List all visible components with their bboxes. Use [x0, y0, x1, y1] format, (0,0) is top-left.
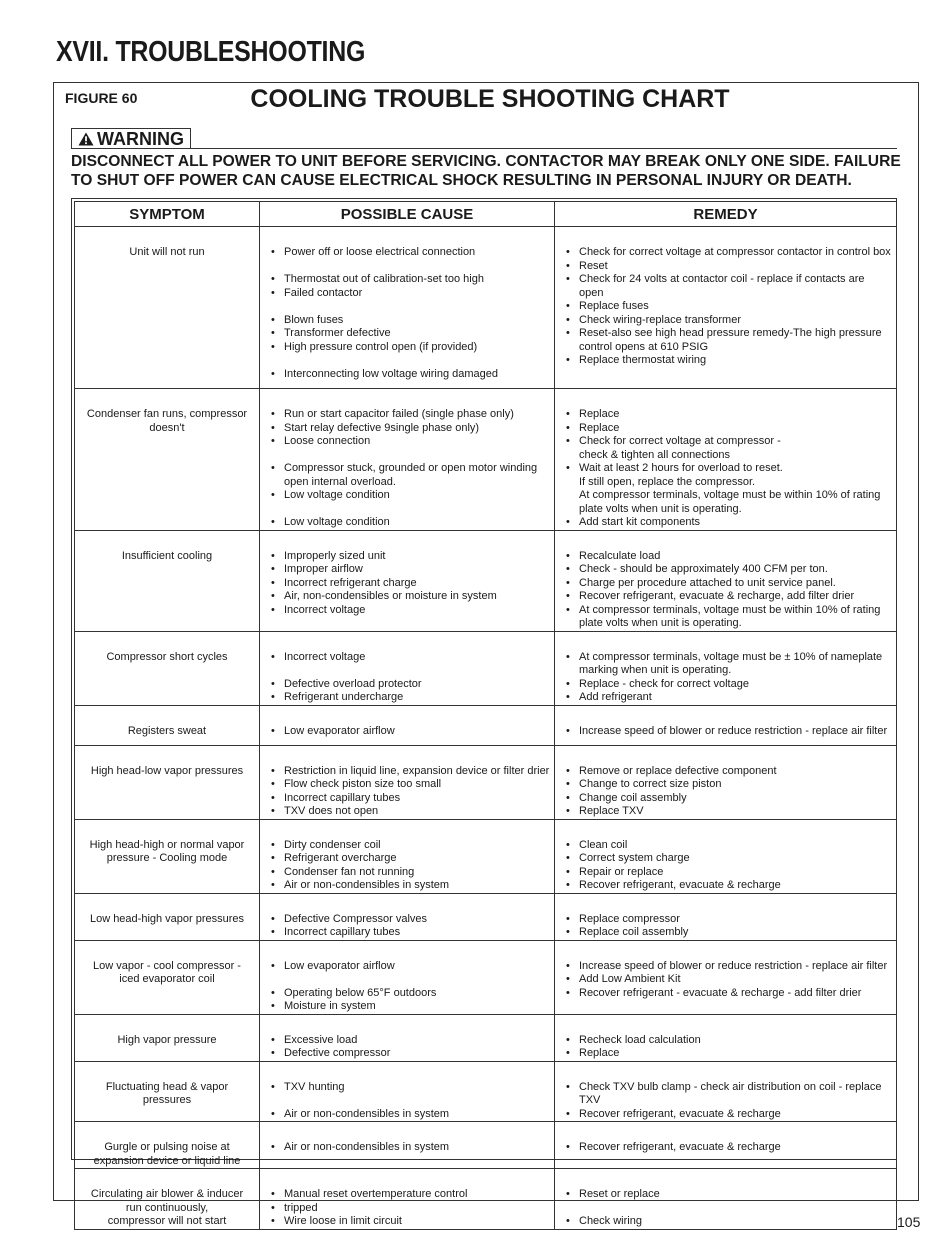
cause-item: • Flow check piston size too small [270, 778, 550, 792]
header-symptom: SYMPTOM [75, 202, 260, 227]
cause-item: • Start relay defective 9single phase only) [270, 422, 550, 436]
cause-list [270, 1188, 550, 1229]
remedy-item: • Recalculate load [565, 550, 892, 564]
remedy-item: • Add Low Ambient Kit [565, 973, 892, 987]
warning-triangle-icon [78, 132, 94, 146]
remedy-item: • At compressor terminals, voltage must be within 10% of rating plate volts when unit is operating. [565, 604, 892, 631]
remedy-item: • Increase speed of blower or reduce restriction - replace air filter [565, 725, 892, 739]
table-row [75, 389, 897, 531]
cause-item: • TXV hunting [270, 1081, 550, 1095]
remedy-list [565, 960, 892, 1001]
table-row [75, 530, 897, 631]
remedy-list [565, 651, 892, 705]
remedy-item: • Check for correct voltage at compressor contactor in control box [565, 246, 892, 260]
cause-list [270, 839, 550, 893]
cause-cell [260, 893, 555, 940]
symptom-cell: Low vapor - cool compressor - iced evaporator coil [75, 940, 260, 1014]
remedy-item: • Charge per procedure attached to unit service panel. [565, 577, 892, 591]
table-row [75, 1169, 897, 1230]
remedy-item: • Change to correct size piston [565, 778, 892, 792]
remedy-cell [555, 705, 897, 745]
cause-item: • Operating below 65°F outdoors [270, 987, 550, 1001]
table-body [75, 227, 897, 1230]
remedy-item: • Recover refrigerant, evacuate & recharge [565, 879, 892, 893]
remedy-item: • Recover refrigerant, evacuate & recharge [565, 1141, 892, 1155]
warning-text: DISCONNECT ALL POWER TO UNIT BEFORE SERVICING. CONTACTOR MAY BREAK ONLY ONE SIDE. FAILURE TO SHUT OFF POWER CAN CAUSE ELECTRICAL SHOCK RESULTING IN PERSONAL INJURY OR DEATH. [71, 153, 901, 189]
section-title: XVII. TROUBLESHOOTING [56, 36, 366, 68]
remedy-item: • Reset or replace [565, 1188, 892, 1202]
cause-item: • Incorrect capillary tubes [270, 926, 550, 940]
remedy-item: • Recover refrigerant, evacuate & recharge [565, 1108, 892, 1122]
cause-cell [260, 530, 555, 631]
cause-list [270, 408, 550, 530]
cause-item: • Refrigerant overcharge [270, 852, 550, 866]
cause-item: • Air or non-condensibles in system [270, 1141, 550, 1155]
table-row [75, 819, 897, 893]
cause-item: • Restriction in liquid line, expansion device or filter drier [270, 765, 550, 779]
remedy-cell [555, 940, 897, 1014]
remedy-item: • Repair or replace [565, 866, 892, 880]
cause-item: • Wire loose in limit circuit [270, 1215, 550, 1229]
cause-item: • Improperly sized unit [270, 550, 550, 564]
remedy-item: • Replace thermostat wiring [565, 354, 892, 368]
cause-item: • Defective Compressor valves [270, 913, 550, 927]
table-row [75, 745, 897, 819]
table-row [75, 1014, 897, 1061]
cause-cell [260, 745, 555, 819]
cause-list [270, 765, 550, 819]
cause-item: • Improper airflow [270, 563, 550, 577]
remedy-cell [555, 819, 897, 893]
remedy-list [565, 1034, 892, 1061]
table-row [75, 1122, 897, 1169]
remedy-cell [555, 893, 897, 940]
cause-item: • Condenser fan not running [270, 866, 550, 880]
cause-cell [260, 819, 555, 893]
cause-item: • Air or non-condensibles in system [270, 879, 550, 893]
remedy-list [565, 246, 892, 368]
cause-cell [260, 1014, 555, 1061]
remedy-item: • Replace [565, 1047, 892, 1061]
remedy-cell [555, 1014, 897, 1061]
cause-list [270, 913, 550, 940]
remedy-item: • Wait at least 2 hours for overload to reset. If still open, replace the compressor. At compressor terminals, voltage must be within 10% of rating plate volts when unit is operating. [565, 462, 892, 516]
remedy-list [565, 765, 892, 819]
cause-item: • Dirty condenser coil [270, 839, 550, 853]
remedy-item: • Check - should be approximately 400 CFM per ton. [565, 563, 892, 577]
remedy-cell [555, 1122, 897, 1169]
cause-list [270, 960, 550, 1014]
cause-list [270, 550, 550, 618]
trouble-table [74, 201, 897, 1230]
table-header-row [75, 202, 897, 227]
remedy-item: • Replace compressor [565, 913, 892, 927]
cause-list [270, 651, 550, 705]
remedy-item: • Replace [565, 408, 892, 422]
cause-list [270, 1081, 550, 1122]
symptom-cell: Fluctuating head & vapor pressures [75, 1061, 260, 1122]
figure-label: FIGURE 60 [65, 90, 138, 106]
cause-cell [260, 227, 555, 389]
cause-item: • Low voltage condition [270, 516, 550, 530]
table-row [75, 940, 897, 1014]
remedy-item: • Add start kit components [565, 516, 892, 530]
warning-label: WARNING [97, 128, 184, 149]
cause-item: • Compressor stuck, grounded or open motor winding open internal overload. [270, 462, 550, 489]
cause-item: • Failed contactor [270, 287, 550, 301]
chart-title: COOLING TROUBLE SHOOTING CHART [250, 85, 730, 113]
remedy-cell [555, 1169, 897, 1230]
cause-cell [260, 389, 555, 531]
remedy-item: • Remove or replace defective component [565, 765, 892, 779]
cause-item: • High pressure control open (if provided) [270, 341, 550, 355]
cause-item: • Low evaporator airflow [270, 725, 550, 739]
cause-item: • Low voltage condition [270, 489, 550, 503]
table-row [75, 631, 897, 705]
remedy-item: • Recover refrigerant - evacuate & recharge - add filter drier [565, 987, 892, 1001]
cause-item: • Run or start capacitor failed (single phase only) [270, 408, 550, 422]
remedy-list [565, 1081, 892, 1122]
cause-item: • Power off or loose electrical connection [270, 246, 550, 260]
cause-item: • Interconnecting low voltage wiring damaged [270, 368, 550, 382]
symptom-cell: Circulating air blower & inducer run continuously, compressor will not start [75, 1169, 260, 1230]
remedy-item: • Check for 24 volts at contactor coil - replace if contacts are open [565, 273, 892, 300]
remedy-list [565, 408, 892, 530]
cause-item: • Air or non-condensibles in system [270, 1108, 550, 1122]
table-row [75, 1061, 897, 1122]
remedy-cell [555, 631, 897, 705]
remedy-item: • Add refrigerant [565, 691, 892, 705]
remedy-item: • Replace [565, 422, 892, 436]
cause-cell [260, 1169, 555, 1230]
cause-item: • Loose connection [270, 435, 550, 449]
remedy-cell [555, 745, 897, 819]
table-row [75, 705, 897, 745]
remedy-item: • Recheck load calculation [565, 1034, 892, 1048]
remedy-list [565, 1188, 892, 1229]
cause-item: • Low evaporator airflow [270, 960, 550, 974]
remedy-item: • Replace coil assembly [565, 926, 892, 940]
table-row [75, 227, 897, 389]
cause-cell [260, 1122, 555, 1169]
remedy-item: • Check TXV bulb clamp - check air distribution on coil - replace TXV [565, 1081, 892, 1108]
warning-box [71, 128, 191, 149]
cause-item: • Incorrect capillary tubes [270, 792, 550, 806]
remedy-list [565, 913, 892, 940]
cause-item: • Incorrect voltage [270, 651, 550, 665]
cause-item: • Air, non-condensibles or moisture in system [270, 590, 550, 604]
cause-cell [260, 705, 555, 745]
symptom-cell: Compressor short cycles [75, 631, 260, 705]
remedy-item: • Change coil assembly [565, 792, 892, 806]
cause-item: • Thermostat out of calibration-set too high [270, 273, 550, 287]
symptom-cell: Registers sweat [75, 705, 260, 745]
page-number: 105 [897, 1214, 921, 1230]
cause-item: • Blown fuses [270, 314, 550, 328]
remedy-item: • Check wiring-replace transformer [565, 314, 892, 328]
cause-item: • Manual reset overtemperature control [270, 1188, 550, 1202]
cause-item: • Defective compressor [270, 1047, 550, 1061]
remedy-item: • Reset [565, 260, 892, 274]
remedy-list [565, 725, 892, 739]
symptom-cell: High head-low vapor pressures [75, 745, 260, 819]
remedy-item: • Clean coil [565, 839, 892, 853]
cause-item: • Incorrect voltage [270, 604, 550, 618]
remedy-item: • Replace - check for correct voltage [565, 678, 892, 692]
remedy-item: • Check for correct voltage at compressor - check & tighten all connections [565, 435, 892, 462]
remedy-list [565, 1141, 892, 1155]
cause-list [270, 725, 550, 739]
cause-item: • Moisture in system [270, 1000, 550, 1014]
cause-item: • Excessive load [270, 1034, 550, 1048]
cause-item: • Refrigerant undercharge [270, 691, 550, 705]
remedy-cell [555, 389, 897, 531]
symptom-cell: Low head-high vapor pressures [75, 893, 260, 940]
cause-cell [260, 1061, 555, 1122]
header-possible-cause: POSSIBLE CAUSE [260, 202, 555, 227]
symptom-cell: High head-high or normal vapor pressure - Cooling mode [75, 819, 260, 893]
cause-list [270, 246, 550, 381]
remedy-cell [555, 530, 897, 631]
remedy-item: • Increase speed of blower or reduce restriction - replace air filter [565, 960, 892, 974]
remedy-item: • Replace fuses [565, 300, 892, 314]
remedy-item: • Recover refrigerant, evacuate & recharge, add filter drier [565, 590, 892, 604]
remedy-list [565, 550, 892, 631]
cause-item: • tripped [270, 1202, 550, 1216]
cause-list [270, 1141, 550, 1155]
symptom-cell: Gurgle or pulsing noise at expansion device or liquid line [75, 1122, 260, 1169]
header-remedy: REMEDY [555, 202, 897, 227]
cause-item: • Incorrect refrigerant charge [270, 577, 550, 591]
cause-list [270, 1034, 550, 1061]
table-row [75, 893, 897, 940]
remedy-item: • Replace TXV [565, 805, 892, 819]
remedy-cell [555, 227, 897, 389]
cause-cell [260, 631, 555, 705]
cause-cell [260, 940, 555, 1014]
remedy-item: • At compressor terminals, voltage must be ± 10% of nameplate marking when unit is operating. [565, 651, 892, 678]
symptom-cell: Condenser fan runs, compressor doesn't [75, 389, 260, 531]
remedy-item: • Check wiring [565, 1215, 892, 1229]
cause-item: • Defective overload protector [270, 678, 550, 692]
cause-item: • Transformer defective [270, 327, 550, 341]
remedy-cell [555, 1061, 897, 1122]
warning-rule [71, 148, 897, 149]
symptom-cell: Insufficient cooling [75, 530, 260, 631]
symptom-cell: High vapor pressure [75, 1014, 260, 1061]
cause-item: • TXV does not open [270, 805, 550, 819]
trouble-table-frame [71, 198, 897, 1227]
remedy-item: • Correct system charge [565, 852, 892, 866]
remedy-list [565, 839, 892, 893]
remedy-item: • Reset-also see high head pressure remedy-The high pressure control opens at 610 PSIG [565, 327, 892, 354]
symptom-cell: Unit will not run [75, 227, 260, 389]
